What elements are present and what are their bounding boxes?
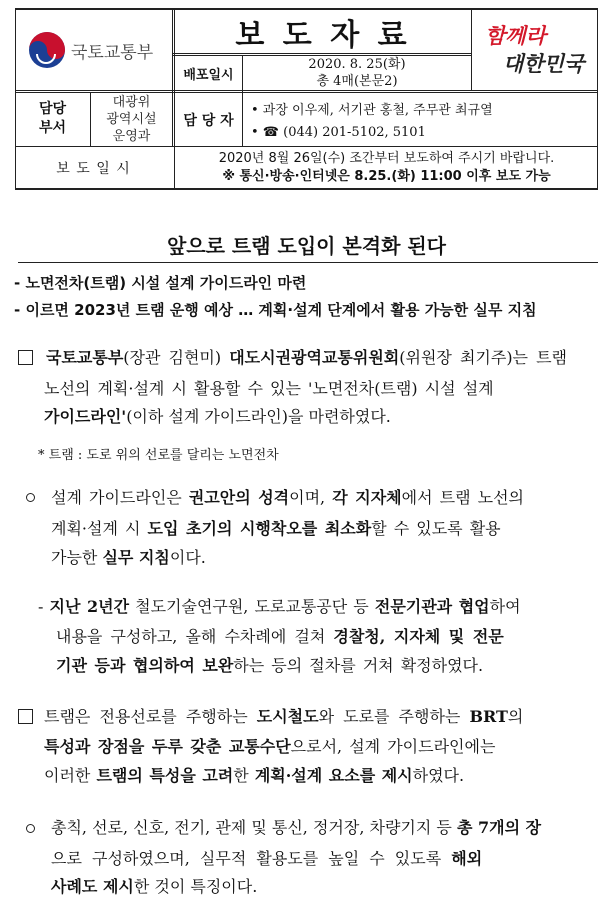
headline-divider — [18, 262, 598, 263]
row-divider — [15, 90, 598, 91]
text-span: 권고안의 성격 — [188, 488, 290, 507]
dept-name — [91, 94, 172, 145]
release-info — [243, 56, 471, 90]
text-span: 이며, — [289, 488, 333, 507]
text-span: 해외 — [451, 849, 483, 868]
text-span: BRT — [469, 707, 508, 726]
p4-line — [44, 704, 523, 727]
text-span: 한 — [233, 766, 255, 785]
text-span: 가이드라인' — [44, 407, 127, 426]
col-divider — [172, 8, 173, 146]
text-span: (장관 김현미) — [123, 348, 230, 367]
embargo-line: 2020년 8월 26일(수) 조간부터 보도하여 주시기 바랍니다. — [218, 151, 555, 166]
text-span: 가능한 — [51, 548, 103, 567]
text-span: 도입 초기의 시행착오를 최소화 — [147, 519, 372, 538]
p1-line — [44, 404, 391, 427]
slogan-bottom: 대한민국 — [503, 52, 585, 76]
text-span: 실무 지침 — [102, 548, 170, 567]
text-span: 하여 — [489, 597, 521, 616]
text-span: 경찰청, 지자체 및 전문 — [333, 627, 504, 646]
text-span: 한 것이 특징이다. — [133, 877, 258, 896]
text-span: 설계 가이드라인은 — [51, 488, 189, 507]
text-span: 으로 구성하였으며, 실무적 활용도를 높일 수 있도록 — [51, 849, 452, 868]
text-span: 트램의 특성을 고려 — [96, 766, 234, 785]
dept-name-line: 대광위 — [112, 95, 151, 110]
text-span: 계획·설계 시 — [51, 519, 148, 538]
text-span: 으로서, 설계 가이드라인에는 — [290, 737, 496, 756]
p5-line — [51, 874, 257, 897]
slogan-top: 함께라 — [485, 24, 546, 48]
text-span: 하였다. — [412, 766, 465, 785]
circle-bullet-icon — [26, 493, 35, 502]
contact-label: 담 당 자 — [183, 112, 234, 129]
square-bullet-icon — [18, 350, 33, 365]
embargo-info — [175, 150, 598, 186]
text-span: 총칙, 선로, 신호, 전기, 관제 및 통신, 정거장, 차량기지 등 — [51, 818, 457, 837]
text-span: 사례도 제시 — [51, 877, 134, 896]
footnote: * 트램 : 도로 위의 선로를 달리는 노면전차 — [38, 448, 279, 463]
text-span: 에서 트램 노선의 — [401, 488, 525, 507]
ministry-logo-icon — [27, 30, 67, 70]
text-span: 각 지자체 — [332, 488, 402, 507]
circle-bullet-icon — [26, 824, 35, 833]
text-span: 대도시권광역교통위원회 — [229, 348, 400, 367]
text-span: 계획·설계 요소를 제시 — [254, 766, 413, 785]
dept-label: 담당 부서 — [38, 101, 67, 136]
p2-line — [51, 516, 501, 539]
p3-line — [56, 624, 504, 647]
text-span: 지난 2년간 — [49, 597, 130, 616]
subhead: - 이르면 2023년 트램 운행 예상 … 계획·설계 단계에서 활용 가능한 실무 지침 — [14, 301, 537, 319]
text-span: 철도기술연구원, 도로교통공단 등 — [129, 597, 375, 616]
headline: 앞으로 트램 도입이 본격화 된다 — [166, 234, 446, 258]
text-span: 트램은 전용선로를 주행하는 — [44, 707, 257, 726]
p3-line — [38, 594, 521, 617]
text-span: 내용을 구성하고, 올해 수차례에 걸쳐 — [56, 627, 334, 646]
text-span: 하는 등의 절차를 거쳐 확정하였다. — [233, 656, 484, 675]
p5-line — [51, 846, 482, 869]
ministry-name: 국토교통부 — [71, 43, 154, 63]
text-span: 이러한 — [44, 766, 97, 785]
subhead: - 노면전차(트램) 시설 설계 가이드라인 마련 — [14, 274, 307, 292]
document-title: 보 도 자 료 — [235, 17, 411, 53]
contact-info — [251, 100, 493, 144]
row-divider — [15, 92, 598, 93]
text-span: 특성과 장점을 두루 갖춘 교통수단 — [44, 737, 291, 756]
text-span: 노선의 계획·설계 시 활용할 수 있는 '노면전차(트램) 시설 설계 — [44, 379, 494, 398]
embargo-label: 보 도 일 시 — [56, 160, 131, 177]
contact-persons: • 과장 이우제, 서기관 홍철, 주무관 최규열 — [251, 103, 493, 118]
p1-line — [44, 376, 494, 399]
dept-name-line: 광역시설 — [106, 112, 157, 127]
p4-line — [44, 763, 464, 786]
text-span: 할 수 있도록 활용 — [371, 519, 501, 538]
p1-line — [46, 345, 567, 368]
p2-line — [51, 545, 206, 568]
text-span: 의 — [507, 707, 524, 726]
release-date: 2020. 8. 25(화) — [308, 57, 406, 72]
text-span: - — [38, 597, 50, 616]
text-span: 도시철도 — [256, 707, 319, 726]
dept-name-line: 운영과 — [112, 129, 151, 144]
square-bullet-icon — [18, 709, 33, 724]
p5-line — [51, 815, 541, 838]
text-span: 기관 등과 협의하여 보완 — [56, 656, 234, 675]
release-label: 배포일시 — [183, 67, 234, 83]
contact-phone: • ☎ (044) 201-5102, 5101 — [251, 125, 426, 140]
p2-line — [51, 485, 524, 508]
text-span: 전문기관과 협업 — [374, 597, 490, 616]
p4-line — [44, 734, 495, 757]
p3-line — [56, 653, 483, 676]
page-count: 총 4매(본문2) — [316, 74, 398, 89]
text-span: (위원장 최기주)는 트램 — [399, 348, 568, 367]
text-span: (이하 설계 가이드라인)을 마련하였다. — [126, 407, 391, 426]
text-span: 총 7개의 장 — [456, 818, 542, 837]
col-divider — [471, 8, 472, 91]
text-span: 이다. — [169, 548, 206, 567]
table-border-bottom — [15, 188, 598, 190]
press-header-table — [15, 8, 598, 190]
text-span: 와 도로를 주행하는 — [318, 707, 470, 726]
text-span: 국토교통부 — [46, 348, 124, 367]
embargo-line: ※ 통신·방송·인터넷은 8.25.(화) 11:00 이후 보도 가능 — [222, 169, 551, 184]
